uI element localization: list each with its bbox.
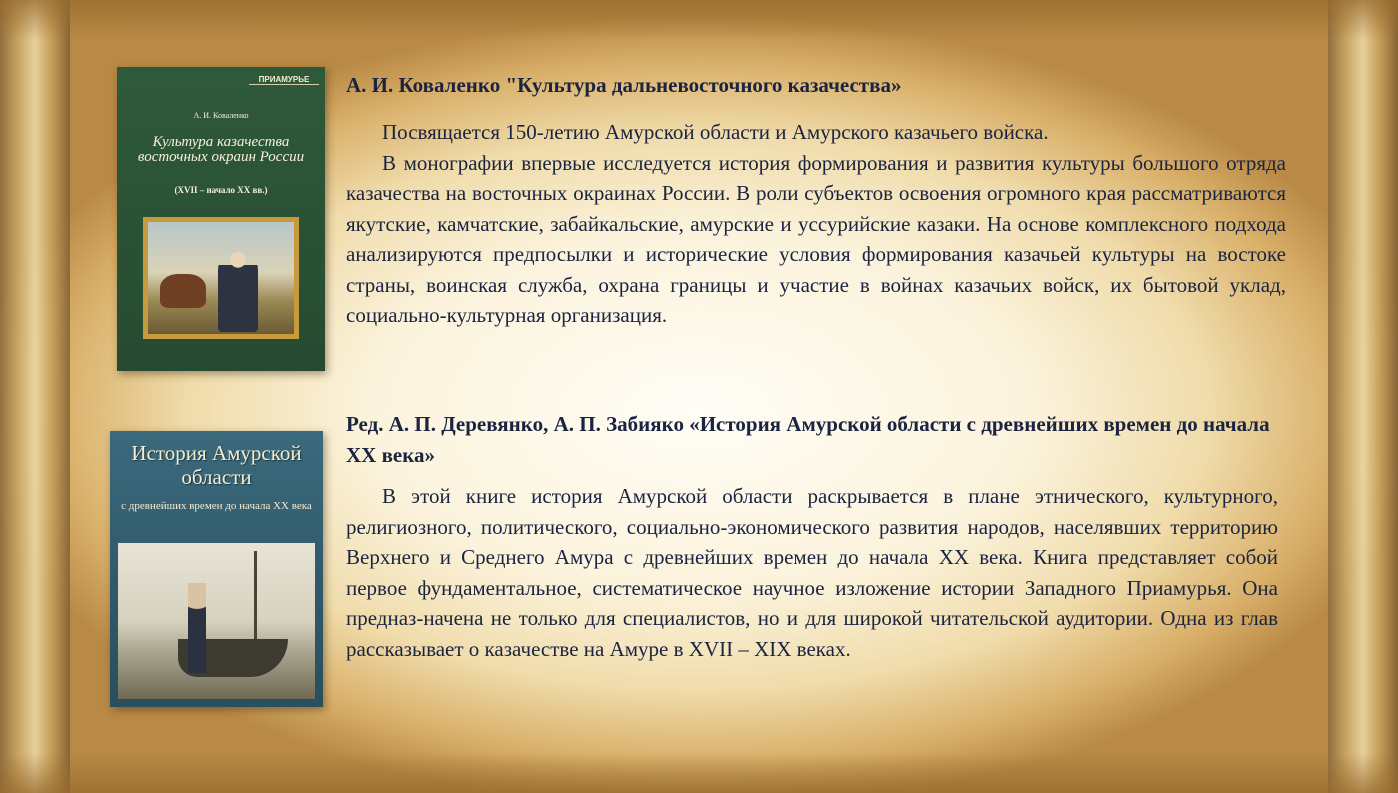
- painting-mast: [254, 551, 257, 643]
- book-entry-2: [346, 409, 1278, 664]
- cover-title: История Амурской области: [131, 441, 302, 489]
- entry-heading: А. И. Коваленко "Культура дальневосточного казачества»: [346, 73, 902, 97]
- cover-painting: [118, 543, 315, 699]
- book-cover-kovalenko: [117, 67, 325, 371]
- parchment-edge-bottom: [0, 753, 1398, 793]
- book-entry-1: [346, 70, 1286, 331]
- painting-figure: [188, 583, 206, 673]
- cover-title: Культура казачества восточных окраин России: [137, 134, 305, 165]
- parchment-edge-top: [0, 0, 1398, 40]
- painting-horse: [160, 274, 206, 308]
- cover-author: А. И. Коваленко: [193, 111, 249, 120]
- cover-subtitle: (XVII – начало XX вв.): [174, 185, 268, 195]
- painting-figure: [218, 250, 258, 332]
- scroll-roll-left: [0, 0, 70, 793]
- cover-subtitle: с древнейших времен до начала XX века: [121, 500, 312, 512]
- cover-painting: [143, 217, 299, 339]
- book-cover-istoriya: [110, 431, 323, 707]
- cover-series-label: ПРИАМУРЬЕ: [249, 75, 319, 85]
- scroll-roll-right: [1328, 0, 1398, 793]
- entry-paragraph: В этой книге история Амурской области раскрывается в плане этнического, культурного, религиозного, политического, социально-экономического развития народов, населявших территорию Верхнего и Среднего Амура с древнейших времен до начала XX века. Книга представляет собой первое фундаментальное, систематическое научное изложение истории Западного Приамурья. Она предназ-начена не только для специалистов, но и для широкой читательской аудитории. Одна из глав рассказывает о казачестве на Амуре в XVII – XIX веках.: [346, 484, 1278, 661]
- entry-heading: Ред. А. П. Деревянко, А. П. Забияко «История Амурской области с древнейших времен до начала XX века»: [346, 412, 1270, 467]
- entry-paragraph: В монографии впервые исследуется история формирования и развития культуры большого отряда казачества на восточных окраинах России. В роли субъектов освоения огромного края рассматриваются якутские, камчатские, забайкальские, амурские и уссурийские казаки. На основе комплексного подхода анализируются предпосылки и исторические условия формирования казачьей культуры на востоке страны, воинская служба, охрана границы и участие в войнах казачьих войск, их бытовой уклад, социально-культурная организация.: [346, 150, 1286, 327]
- entry-paragraph: Посвящается 150-летию Амурской области и Амурского казачьего войска.: [382, 120, 1049, 144]
